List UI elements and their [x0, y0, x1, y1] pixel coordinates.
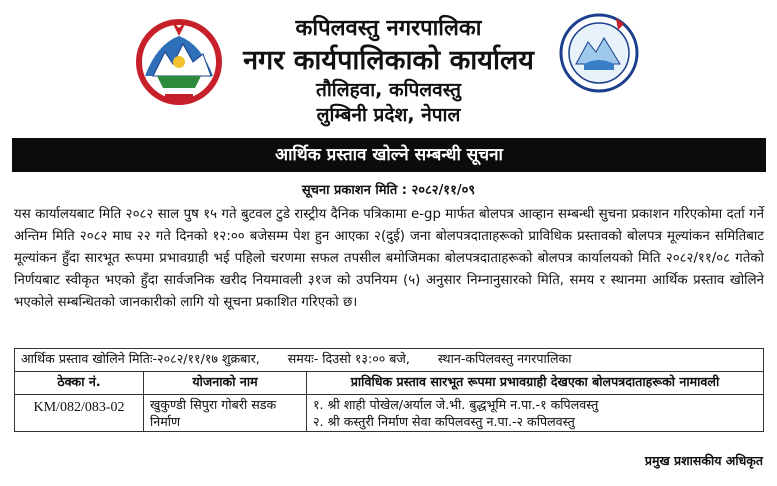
opening-time: समयः- दिउसो १३:०० बजे, [287, 351, 410, 366]
bidder-item: १. श्री शाही पोखेल/अर्याल जे.भी. बुद्धभूमि न.पा.-१ कपिलवस्तु [313, 397, 599, 412]
header-project-name: योजनाको नाम [144, 372, 307, 395]
bid-table [14, 348, 764, 432]
header-bidders: प्राविधिक प्रस्ताव सारभूत रूपमा प्रभावग्राही देखएका बोलपत्रदाताहरूको नामावली [307, 372, 764, 395]
office-name: कपिलवस्तु नगरपालिका [295, 16, 482, 41]
header-contract-no: ठेक्का नं. [15, 372, 144, 395]
office-title: नगर कार्यपालिकाको कार्यालय [243, 45, 534, 76]
notice-banner: आर्थिक प्रस्ताव खोल्ने सम्बन्धी सूचना [12, 138, 766, 172]
opening-date: आर्थिक प्रस्ताव खोलिने मितिः-२०८२/११/१७ शुक्रबार, [21, 351, 260, 366]
opening-info-row [15, 349, 764, 372]
contract-no: KM/082/083-02 [15, 395, 144, 432]
publish-date: सूचना प्रकाशन मिति : २०८२/११/०९ [301, 183, 476, 198]
bidder-list [307, 395, 764, 432]
project-name: खुकुण्डी सिपुरा गोबरी सडक निर्माण [144, 395, 307, 432]
bidder-item: २. श्री कस्तुरी निर्माण सेवा कपिलवस्तु न.पा.-२ कपिलवस्तु [313, 414, 575, 429]
notice-body: यस कार्यालयबाट मिति २०८२ साल पुष १५ गते बुटवल टुडे रास्ट्रीय दैनिक पत्रिकामा e-gp मार्फत बोलपत्र आव्हान सम्बन्धी सुचना प्रकाशन गरिएकोमा दर्ता गर्ने अन्तिम मिति २०८२ माघ २२ गते दिनको १२:०० बजेसम्म पेश हुन आएका २(दुई) जना बोलपत्रदाताहरूको प्राविधिक प्रस्तावको बोलपत्र मूल्यांकन समितिबाट मूल्यांकन हुँदा सारभूत रूपमा प्रभावग्राही भई पहिलो चरणमा सफल तपसील बमोजिमका बोलपत्रदाताहरूको बोलपत्र कार्यालयको मिति २०८२/११/०८ गतेको निर्णयबाट स्वीकृत भएको हुँदा सार्वजनिक खरीद नियमावली ३१ज को उपनियम (५) अनुसार निम्नानुसारको मिति, समय र स्थानमा आर्थिक प्रस्ताव खोलिने भएकोले सम्बन्धितको जानकारीको लागि यो सूचना प्रकाशित गरिएको छ। [14, 207, 764, 310]
office-province: लुम्बिनी प्रदेश, नेपाल [316, 104, 461, 126]
letterhead [0, 0, 777, 132]
signature: प्रमुख प्रशासकीय अधिकृत [644, 453, 763, 468]
opening-place: स्थान-कपिलवस्तु नगरपालिका [437, 351, 572, 366]
office-place: तौलिहवा, कपिलवस्तु [316, 79, 461, 101]
table-header-row [15, 372, 764, 395]
table-row [15, 395, 764, 432]
